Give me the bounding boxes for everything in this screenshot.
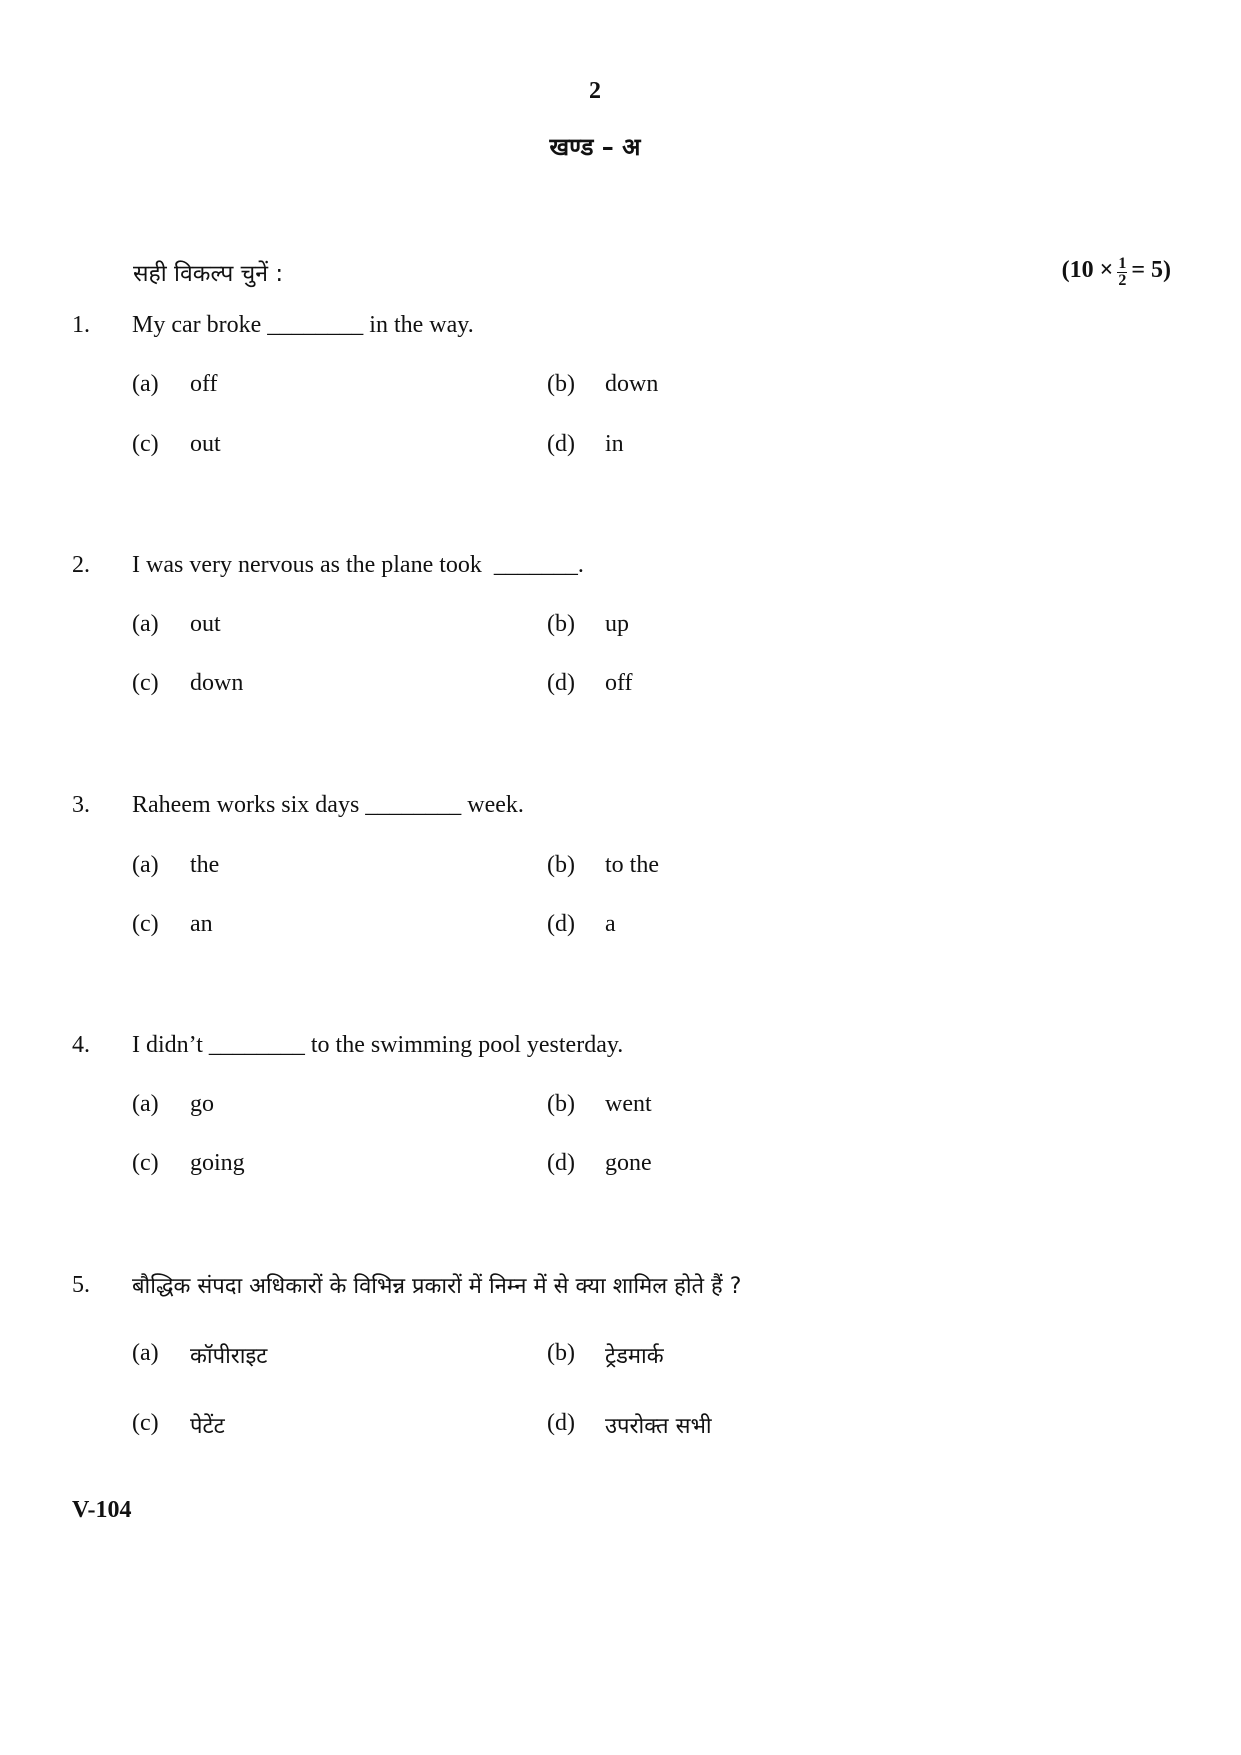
option-label: (b) xyxy=(547,610,575,637)
question-number: 2. xyxy=(72,551,90,578)
option-label: (d) xyxy=(547,1410,575,1436)
question-2 xyxy=(72,548,1172,700)
option-label: (a) xyxy=(132,851,159,878)
marks-prefix: (10 × xyxy=(1061,257,1114,283)
option-d[interactable] xyxy=(547,1410,962,1440)
option-label: (d) xyxy=(547,430,575,457)
option-label: (b) xyxy=(547,1090,575,1117)
question-number: 3. xyxy=(72,791,90,818)
option-b[interactable] xyxy=(547,852,962,879)
question-number: 5. xyxy=(72,1271,90,1298)
option-c[interactable] xyxy=(132,431,547,458)
option-text: went xyxy=(605,1090,652,1117)
question-text: My car broke ________ in the way. xyxy=(132,311,474,338)
question-text: I was very nervous as the plane took _______. xyxy=(132,551,584,578)
option-b[interactable] xyxy=(547,611,962,638)
option-text: to the xyxy=(605,851,659,878)
option-text: go xyxy=(190,1090,214,1117)
option-c[interactable] xyxy=(132,911,547,938)
fraction-numerator: 1 xyxy=(1118,255,1127,272)
option-text: going xyxy=(190,1149,245,1176)
option-a[interactable] xyxy=(132,1091,547,1118)
option-label: (b) xyxy=(547,1340,575,1366)
option-d[interactable] xyxy=(547,911,962,938)
option-a[interactable] xyxy=(132,371,547,398)
section-title: खण्ड – अ xyxy=(549,133,641,161)
option-label: (d) xyxy=(547,910,575,937)
question-1 xyxy=(72,308,1172,461)
paper-code: V-104 xyxy=(72,1497,132,1523)
marks-fraction xyxy=(1117,256,1127,289)
option-label: (a) xyxy=(132,370,159,397)
option-text: out xyxy=(190,610,221,637)
option-c[interactable] xyxy=(132,670,547,697)
option-text: gone xyxy=(605,1149,652,1176)
question-4 xyxy=(72,1028,1172,1180)
option-b[interactable] xyxy=(547,371,962,398)
option-text: पेटेंट xyxy=(190,1414,225,1439)
option-text: ट्रेडमार्क xyxy=(605,1344,664,1369)
option-text: out xyxy=(190,430,221,457)
option-a[interactable] xyxy=(132,611,547,638)
option-d[interactable] xyxy=(547,1150,962,1177)
option-label: (c) xyxy=(132,430,159,457)
option-text: off xyxy=(605,669,633,696)
option-label: (c) xyxy=(132,669,159,696)
option-text: down xyxy=(190,669,244,696)
question-text: बौद्धिक संपदा अधिकारों के विभिन्न प्रकारों में निम्न में से क्या शामिल होते हैं ? xyxy=(132,1274,742,1299)
option-text: an xyxy=(190,910,213,937)
option-text: the xyxy=(190,851,220,878)
option-text: कॉपीराइट xyxy=(190,1344,268,1369)
instruction-text: सही विकल्प चुनें : xyxy=(133,261,284,287)
question-number: 4. xyxy=(72,1031,90,1058)
option-text: उपरोक्त सभी xyxy=(605,1414,712,1439)
option-label: (a) xyxy=(132,610,159,637)
option-label: (a) xyxy=(132,1090,159,1117)
marks-allocation xyxy=(1062,254,1171,287)
option-text: in xyxy=(605,430,624,457)
option-label: (c) xyxy=(132,910,159,937)
option-label: (b) xyxy=(547,851,575,878)
option-label: (a) xyxy=(132,1340,159,1366)
option-a[interactable] xyxy=(132,852,547,879)
question-5 xyxy=(72,1268,1172,1442)
option-text: up xyxy=(605,610,629,637)
question-3 xyxy=(72,788,1172,941)
option-a[interactable] xyxy=(132,1340,547,1370)
option-c[interactable] xyxy=(132,1410,547,1440)
option-label: (c) xyxy=(132,1149,159,1176)
page-number: 2 xyxy=(589,78,601,104)
option-label: (c) xyxy=(132,1410,159,1436)
option-c[interactable] xyxy=(132,1150,547,1177)
option-label: (b) xyxy=(547,370,575,397)
question-number: 1. xyxy=(72,311,90,338)
question-text: Raheem works six days ________ week. xyxy=(132,791,524,818)
question-text: I didn’t ________ to the swimming pool yesterday. xyxy=(132,1031,624,1058)
option-text: a xyxy=(605,910,616,937)
option-label: (d) xyxy=(547,1149,575,1176)
fraction-denominator: 2 xyxy=(1118,272,1127,289)
option-b[interactable] xyxy=(547,1091,962,1118)
marks-suffix: = 5) xyxy=(1131,257,1171,283)
option-d[interactable] xyxy=(547,431,962,458)
option-b[interactable] xyxy=(547,1340,962,1370)
option-text: down xyxy=(605,370,659,397)
option-text: off xyxy=(190,370,218,397)
option-label: (d) xyxy=(547,669,575,696)
option-d[interactable] xyxy=(547,670,962,697)
